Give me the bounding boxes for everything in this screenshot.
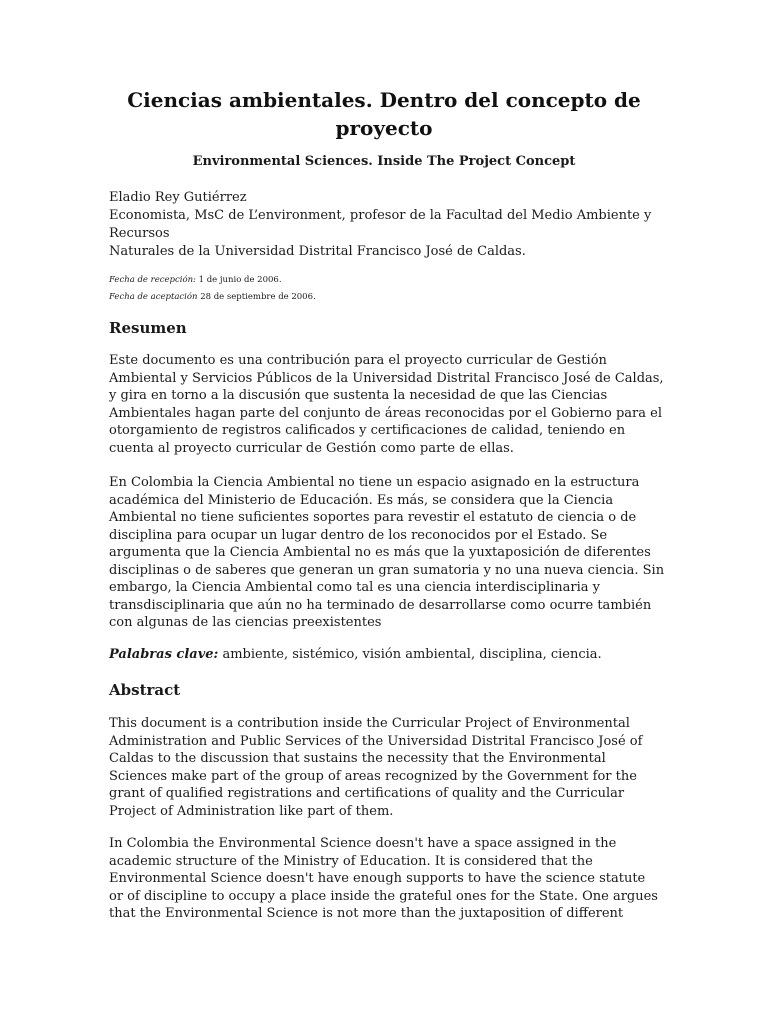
text-line: Administration and Public Services of the Universidad Distrital Francisco José of [109, 733, 643, 749]
text-line: cuenta al proyecto curricular de Gestión como parte de ellas. [109, 440, 514, 456]
page-title [110, 86, 658, 142]
text-line: Caldas to the discussion that sustains the necessity that the Environmental [109, 751, 606, 766]
publication-dates [109, 272, 669, 306]
text-line: con algunas de las ciencias preexistentes [109, 615, 382, 630]
keywords-value: ambiente, sistémico, visión ambiental, disciplina, ciencia. [218, 647, 602, 662]
text-line: argumenta que la Ciencia Ambiental no es más que la yuxtaposición de diferentes [109, 545, 651, 560]
text-line: Ambiental no tiene suficientes soportes para revestir el estatuto de ciencia o de [109, 510, 637, 525]
text-line: or of discipline to occupy a place inside the grateful ones for the State. One argues [109, 888, 658, 904]
text-line: disciplina para ocupar un lugar dentro de los reconocidos por el Estado. Se [109, 527, 608, 543]
text-line: This document is a contribution inside the Curricular Project of Environmental [109, 716, 630, 731]
author-info [109, 189, 669, 261]
abstract-paragraph-2 [109, 835, 669, 923]
text-line: Este documento es una contribución para el proyecto curricular de Gestión [109, 353, 607, 368]
text-line: academic structure of the Ministry of Education. It is considered that the [109, 853, 593, 869]
accepted-label: Fecha de aceptación [109, 292, 198, 302]
text-line: that the Environmental Science is not more than the juxtaposition of different [109, 906, 624, 921]
author-affiliation-line: Naturales de la Universidad Distrital Francisco José de Caldas. [109, 244, 526, 259]
received-value: 1 de junio de 2006. [195, 275, 282, 285]
accepted-value: 28 de septiembre de 2006. [197, 292, 316, 302]
text-line: disciplinas o de saberes que generan un gran sumatoria y no una nueva ciencia. Sin [109, 562, 665, 578]
text-line: otorgamiento de registros calificados y certificaciones de calidad, teniendo en [109, 423, 626, 438]
author-name: Eladio Rey Gutiérrez [109, 190, 247, 205]
author-affiliation-line: Recursos [109, 226, 170, 241]
text-line: Sciences make part of the group of areas recognized by the Government for the [109, 768, 637, 784]
text-line: Ambiental y Servicios Públicos de la Universidad Distrital Francisco José de Caldas, [109, 370, 664, 386]
text-line: Ambientales hagan parte del conjunto de áreas reconocidas por el Gobierno para el [109, 405, 662, 421]
text-line: In Colombia the Environmental Science doesn't have a space assigned in the [109, 836, 617, 851]
english-subtitle: Environmental Sciences. Inside The Project Concept [192, 154, 576, 169]
text-line: y gira en torno a la discusión que sustenta la necesidad de que las Ciencias [109, 388, 608, 403]
text-line: académica del Ministerio de Educación. Es más, se considera que la Ciencia [109, 492, 614, 508]
accepted-date [109, 289, 669, 306]
keywords [109, 646, 669, 664]
received-label: Fecha de recepción: [109, 275, 196, 285]
text-line: embargo, la Ciencia Ambiental como tal es una ciencia interdisciplinaria y [109, 580, 600, 595]
abstract-paragraph-1 [109, 715, 669, 820]
text-line: grant of qualified registrations and certifications of quality and the Curricular [109, 786, 625, 801]
resumen-heading: Resumen [109, 319, 187, 337]
title-line: Ciencias ambientales. Dentro del concepto de [127, 88, 641, 112]
resumen-paragraph-2 [109, 474, 669, 632]
abstract-heading: Abstract [109, 681, 181, 699]
received-date [109, 272, 669, 289]
text-line: Project of Administration like part of them. [109, 803, 394, 819]
text-line: Environmental Science doesn't have enough supports to have the science statute [109, 871, 646, 886]
text-line: En Colombia la Ciencia Ambiental no tiene un espacio asignado en la estructura [109, 475, 640, 490]
author-affiliation-line: Economista, MsC de L’environment, profesor de la Facultad del Medio Ambiente y [109, 208, 652, 223]
text-line: transdisciplinaria que aún no ha terminado de desarrollarse como ocurre también [109, 597, 652, 613]
title-line: proyecto [335, 116, 433, 140]
resumen-paragraph-1 [109, 352, 669, 457]
keywords-label: Palabras clave: [109, 647, 219, 662]
